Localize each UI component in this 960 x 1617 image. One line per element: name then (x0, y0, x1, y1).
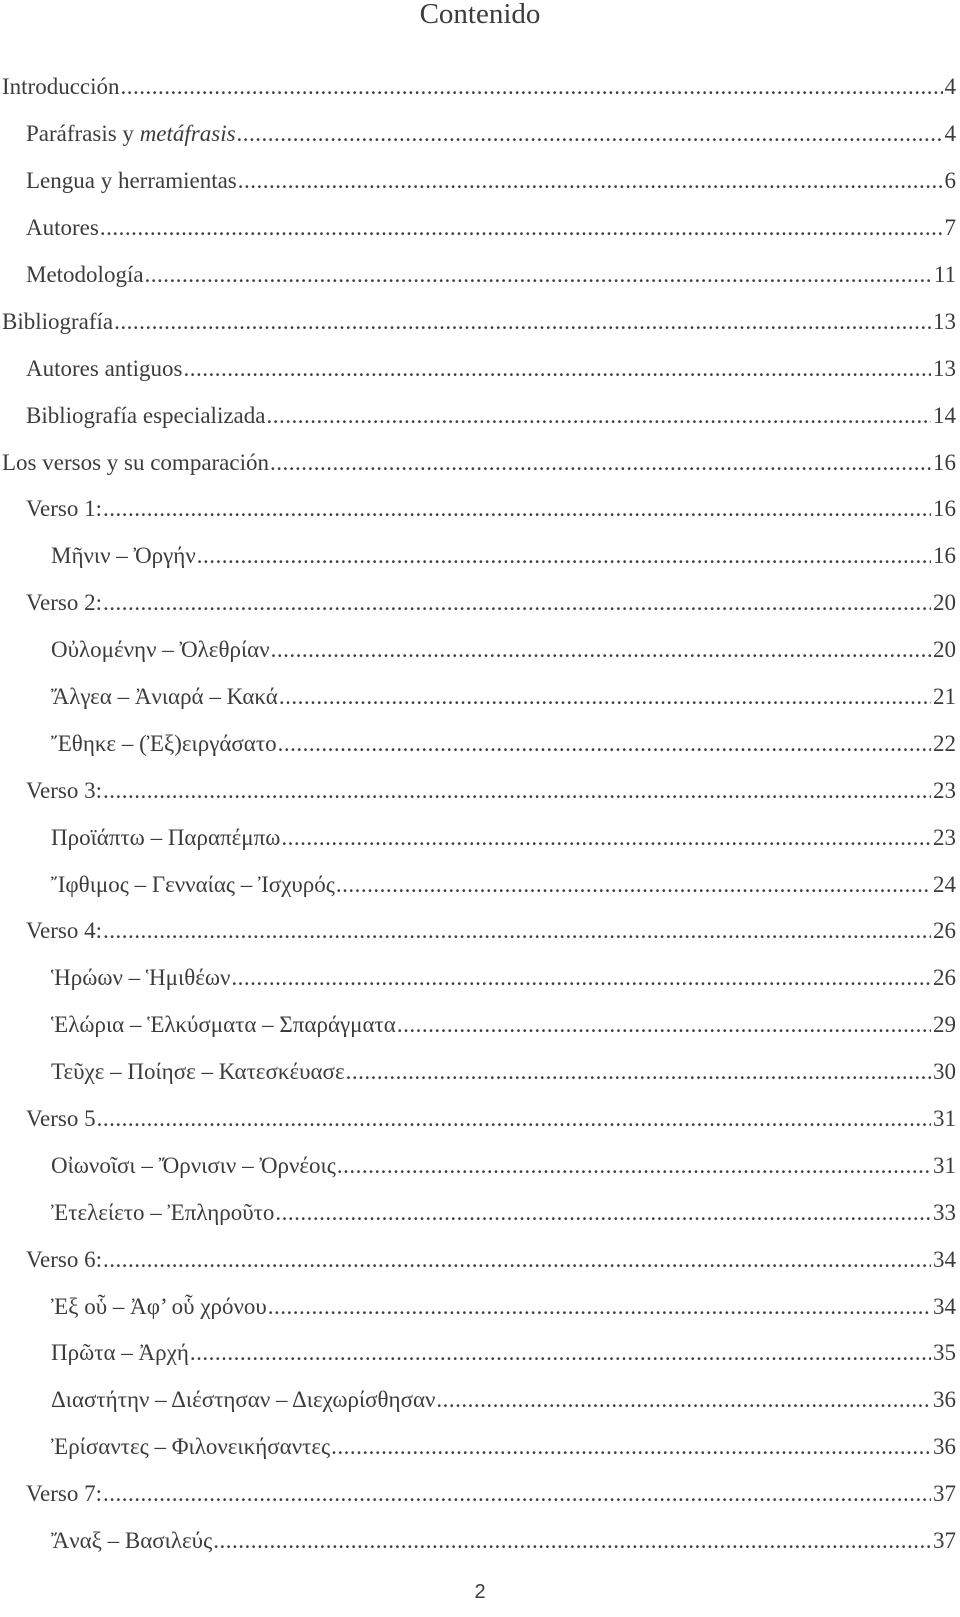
dot-leader (190, 1340, 931, 1366)
toc-entry-label: Ἄναξ – Βασιλεύς (51, 1528, 213, 1554)
page-title: Contenido (419, 0, 541, 30)
toc-entry-label: Metodología (26, 262, 144, 287)
toc-entry-label: Ἐρίσαντες – Φιλονεικήσαντες (51, 1434, 331, 1460)
dot-leader (100, 215, 943, 241)
toc-entry-page: 22 (933, 730, 956, 756)
toc-entry-label: Οὐλομένην – Ὀλεθρίαν (51, 637, 270, 663)
dot-leader (270, 450, 931, 476)
toc-entry[interactable] (0, 1330, 960, 1377)
dot-leader (97, 1106, 931, 1132)
dot-leader (103, 1481, 931, 1507)
toc-entry-label: Paráfrasis y metáfrasis (26, 121, 236, 147)
toc-entry[interactable] (0, 533, 960, 580)
toc-entry-label: Verso 4: (26, 918, 103, 944)
dot-leader (103, 778, 931, 804)
toc-entry[interactable] (0, 158, 960, 205)
toc-entry-page: 29 (933, 1012, 956, 1038)
toc-entry-label: Ἔθηκε – (Ἐξ)ειργάσατο (51, 730, 277, 756)
toc-entry-label: Los versos y su comparación (2, 449, 269, 475)
dot-leader (231, 965, 931, 991)
toc-entry-label: Verso 1: (26, 496, 103, 522)
toc-entry[interactable] (0, 720, 960, 767)
toc-entry-page: 20 (933, 637, 956, 663)
toc-entry-page: 14 (933, 402, 956, 428)
dot-leader (346, 1059, 931, 1085)
dot-leader (103, 590, 931, 616)
dot-leader (103, 1247, 931, 1273)
toc-entry-page: 34 (933, 1246, 956, 1272)
toc-entry-page: 30 (933, 1059, 956, 1085)
toc-entry-label: Τεῦχε – Ποίησε – Κατεσκέυασε (51, 1059, 345, 1085)
dot-leader (103, 918, 931, 944)
dot-leader (275, 1200, 931, 1226)
dot-leader (266, 403, 931, 429)
dot-leader (271, 637, 931, 663)
toc-entry[interactable] (0, 486, 960, 533)
toc-entry[interactable] (0, 1424, 960, 1471)
toc-entry[interactable] (0, 111, 960, 158)
toc-entry-label: Verso 3: (26, 777, 103, 803)
dot-leader (121, 74, 943, 100)
dot-leader (238, 168, 943, 194)
toc-entry[interactable] (0, 1377, 960, 1424)
table-of-contents (0, 64, 960, 1565)
toc-entry[interactable] (0, 1049, 960, 1096)
toc-entry[interactable] (0, 674, 960, 721)
toc-entry[interactable] (0, 298, 960, 345)
toc-entry[interactable] (0, 64, 960, 111)
toc-entry[interactable] (0, 1518, 960, 1565)
toc-entry-label: Μῆνιν – Ὀργήν (51, 543, 196, 569)
toc-entry[interactable] (0, 1096, 960, 1143)
toc-entry-label: Ἐξ οὗ – Ἀφ’ οὗ χρόνου (51, 1293, 267, 1319)
toc-entry-page: 20 (933, 590, 956, 616)
dot-leader (279, 684, 931, 710)
dot-leader (114, 309, 931, 335)
dot-leader (436, 1387, 931, 1413)
dot-leader (237, 121, 943, 147)
toc-entry-page: 13 (933, 355, 956, 381)
toc-entry[interactable] (0, 392, 960, 439)
toc-entry-label: Introducción (2, 74, 120, 100)
toc-entry[interactable] (0, 1189, 960, 1236)
toc-entry[interactable] (0, 205, 960, 252)
toc-entry-page: 33 (933, 1199, 956, 1225)
dot-leader (184, 356, 931, 382)
page-number: 2 (474, 1581, 486, 1603)
toc-entry[interactable] (0, 1236, 960, 1283)
toc-entry-label: Autores antiguos (26, 355, 183, 381)
dot-leader (268, 1294, 931, 1320)
toc-entry-page: 13 (933, 308, 956, 334)
dot-leader (331, 1434, 931, 1460)
toc-entry[interactable] (0, 955, 960, 1002)
toc-entry-label: Lengua y herramientas (26, 168, 237, 194)
toc-entry-page: 35 (933, 1340, 956, 1366)
dot-leader (213, 1528, 931, 1554)
toc-entry[interactable] (0, 580, 960, 627)
toc-entry-label: Ἡρώων – Ἡμιθέων (51, 965, 231, 991)
toc-entry-label: Autores (26, 215, 99, 241)
toc-entry-page: 23 (933, 824, 956, 850)
toc-entry-label: Verso 5 (26, 1106, 96, 1132)
toc-entry[interactable] (0, 439, 960, 486)
toc-entry-page: 16 (933, 496, 956, 522)
toc-entry-page: 31 (933, 1152, 956, 1178)
toc-entry[interactable] (0, 627, 960, 674)
toc-entry-label: Προϊάπτω – Παραπέμπω (51, 824, 281, 850)
toc-entry-label: Verso 7: (26, 1481, 103, 1507)
toc-entry[interactable] (0, 1142, 960, 1189)
toc-entry[interactable] (0, 252, 960, 299)
toc-entry[interactable] (0, 1283, 960, 1330)
toc-entry[interactable] (0, 814, 960, 861)
toc-entry-page: 6 (944, 168, 956, 194)
toc-entry-page: 26 (933, 918, 956, 944)
dot-leader (197, 543, 931, 569)
dot-leader (337, 1153, 931, 1179)
toc-entry[interactable] (0, 345, 960, 392)
dot-leader (336, 872, 931, 898)
toc-entry-page: 31 (933, 1106, 956, 1132)
toc-entry-label: Ἐτελείετο – Ἐπληροῦτο (51, 1199, 275, 1225)
toc-entry-page: 23 (933, 777, 956, 803)
toc-entry-page: 4 (944, 74, 956, 100)
dot-leader (145, 262, 932, 288)
toc-entry-label: Ἑλώρια – Ἑλκύσματα – Σπαράγματα (51, 1012, 396, 1038)
toc-entry-label: Bibliografía especializada (26, 402, 266, 428)
toc-entry-page: 21 (933, 684, 956, 710)
toc-entry-label: Verso 2: (26, 590, 103, 616)
toc-entry-page: 24 (933, 871, 956, 897)
toc-entry-page: 37 (933, 1528, 956, 1554)
toc-entry-page: 34 (933, 1293, 956, 1319)
toc-entry-page: 37 (933, 1481, 956, 1507)
toc-entry-page: 26 (933, 965, 956, 991)
toc-entry-page: 4 (944, 121, 956, 147)
dot-leader (278, 731, 931, 757)
toc-entry[interactable] (0, 1471, 960, 1518)
toc-entry-label: Διαστήτην – Διέστησαν – Διεχωρίσθησαν (51, 1387, 436, 1413)
toc-entry-page: 36 (933, 1387, 956, 1413)
toc-entry[interactable] (0, 767, 960, 814)
dot-leader (281, 825, 931, 851)
toc-entry-page: 16 (933, 543, 956, 569)
toc-entry-page: 7 (944, 215, 956, 241)
toc-entry-label: Πρῶτα – Ἀρχή (51, 1340, 189, 1366)
toc-entry-label: Verso 6: (26, 1246, 103, 1272)
toc-entry-page: 36 (933, 1434, 956, 1460)
toc-entry-label: Ἄλγεα – Ἀνιαρά – Κακά (51, 684, 278, 710)
toc-entry[interactable] (0, 861, 960, 908)
dot-leader (397, 1012, 931, 1038)
toc-entry[interactable] (0, 1002, 960, 1049)
toc-entry-page: 11 (933, 262, 956, 287)
toc-entry-page: 16 (933, 449, 956, 475)
toc-entry-label: Οἰωνοῖσι – Ὄρνισιν – Ὀρνέοις (51, 1152, 336, 1178)
toc-entry[interactable] (0, 908, 960, 955)
dot-leader (103, 496, 931, 522)
toc-entry-label: Ἴφθιμος – Γενναίας – Ἰσχυρός (51, 871, 335, 897)
toc-entry-label: Bibliografía (2, 308, 114, 334)
